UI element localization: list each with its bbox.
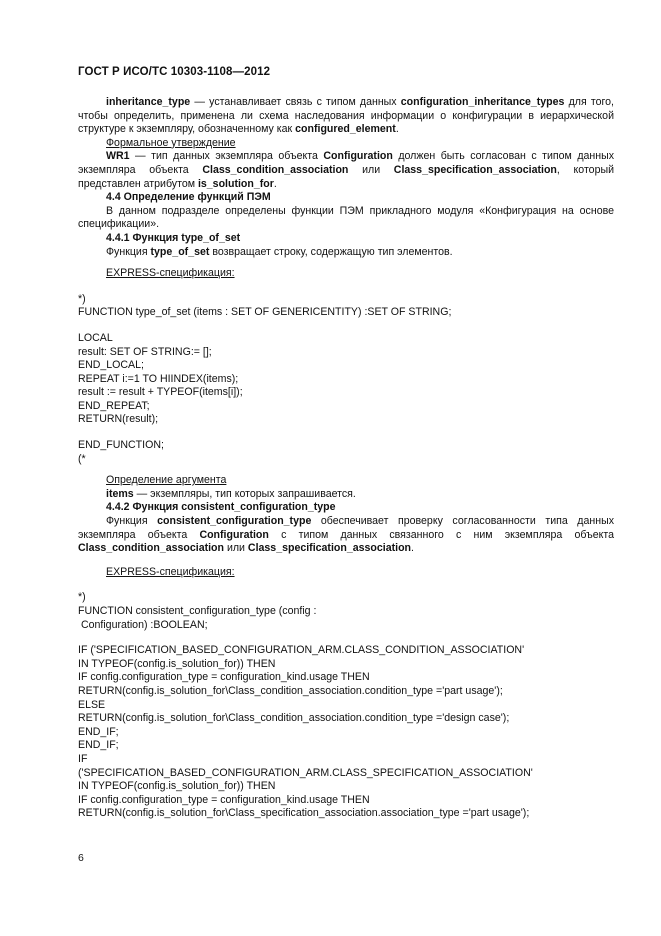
code-block-type-of-set (78, 293, 614, 467)
code-line: RETURN(config.is_solution_for\Class_specification_association.association_type ='part usage'); (78, 807, 530, 820)
code-line: RETURN(config.is_solution_for\Class_condition_association.condition_type ='design case'); (78, 712, 510, 725)
code-line: RETURN(result); (78, 413, 159, 426)
code-line: FUNCTION consistent_configuration_type (config : (78, 605, 317, 617)
code-lines (78, 644, 614, 821)
formal-statement-heading: Формальное утверждение (106, 136, 236, 149)
express-spec-label-1: EXPRESS-спецификация: (106, 267, 235, 280)
code-line: RETURN(config.is_solution_for\Class_condition_association.condition_type ='part usage'); (78, 684, 503, 697)
code-block-consistent-configuration-type (78, 591, 614, 821)
code-line: IN TYPEOF(config.is_solution_for)) THEN (78, 657, 276, 670)
section-4-4-heading: 4.4 Определение функций ПЭМ (106, 191, 271, 204)
code-line: ('SPECIFICATION_BASED_CONFIGURATION_ARM.CLASS_SPECIFICATION_ASSOCIATION' (78, 766, 533, 779)
code-line: result := result + TYPEOF(items[i]); (78, 386, 243, 399)
code-line: IN TYPEOF(config.is_solution_for)) THEN (78, 780, 276, 793)
page-number: 6 (78, 852, 84, 864)
code-line: END_IF; (78, 725, 119, 738)
argument-definition-heading: Определение аргумента (106, 474, 227, 487)
document-body (78, 96, 614, 821)
attr-term: inheritance_type (106, 96, 191, 108)
code-line: Configuration) :BOOLEAN; (78, 618, 208, 631)
code-line: END_LOCAL; (78, 359, 144, 372)
section-4-4-text: В данном подразделе определены функции ПЭМ прикладного модуля «Конфигурация на основе спецификации». (78, 204, 614, 231)
code-line: (* (78, 452, 86, 465)
section-4-4-2-text: Функция consistent_configuration_type обеспечивает проверку согласованности типа данных экземпляра объекта Configuration с типом данных связанного с ним экземпляра объекта Class_condition_association или Class_specification_association. (78, 515, 614, 555)
code-line: *) (78, 591, 86, 604)
code-line: *) (78, 292, 86, 305)
section-4-4-1-text: Функция type_of_set возвращает строку, содержащую тип элементов. (106, 245, 453, 258)
code-lines (78, 293, 614, 320)
code-line: END_REPEAT; (78, 399, 150, 412)
attribute-definition: inheritance_type — устанавливает связь с типом данных configuration_inheritance_types для того, чтобы определить, применена ли схема наследования информации о конфигурации в иерархической структуре к экземпляру, обозначенному как configured_element. (78, 96, 614, 136)
code-line: REPEAT i:=1 TO HIINDEX(items); (78, 372, 239, 385)
code-line: END_IF; (78, 739, 119, 752)
code-line: IF (78, 752, 88, 765)
code-line: IF ('SPECIFICATION_BASED_CONFIGURATION_ARM.CLASS_CONDITION_ASSOCIATION' (78, 644, 525, 657)
express-spec-label-2: EXPRESS-спецификация: (106, 565, 235, 578)
code-line: LOCAL (78, 331, 113, 344)
formal-rule-wr1: WR1 — тип данных экземпляра объекта Configuration должен быть согласован с типом данных экземпляра объекта Class_condition_association или Class_specification_association, который представлен атрибутом is_solution_for. (78, 150, 614, 190)
argument-items: items — экземпляры, тип которых запрашивается. (106, 487, 356, 500)
code-line: IF config.configuration_type = configuration_kind.usage THEN (78, 671, 370, 684)
code-line: IF config.configuration_type = configuration_kind.usage THEN (78, 793, 370, 806)
code-lines (78, 332, 614, 427)
code-line: ELSE (78, 698, 106, 711)
code-lines (78, 439, 614, 466)
code-lines (78, 591, 614, 632)
document-header: ГОСТ Р ИСО/ТС 10303-1108—2012 (78, 66, 271, 78)
code-line: FUNCTION type_of_set (items : SET OF GENERICENTITY) :SET OF STRING; (78, 306, 452, 319)
code-line: result: SET OF STRING:= []; (78, 345, 212, 358)
section-4-4-2-heading: 4.4.2 Функция consistent_configuration_type (106, 501, 336, 514)
code-line: END_FUNCTION; (78, 439, 164, 452)
section-4-4-1-heading: 4.4.1 Функция type_of_set (106, 231, 241, 244)
